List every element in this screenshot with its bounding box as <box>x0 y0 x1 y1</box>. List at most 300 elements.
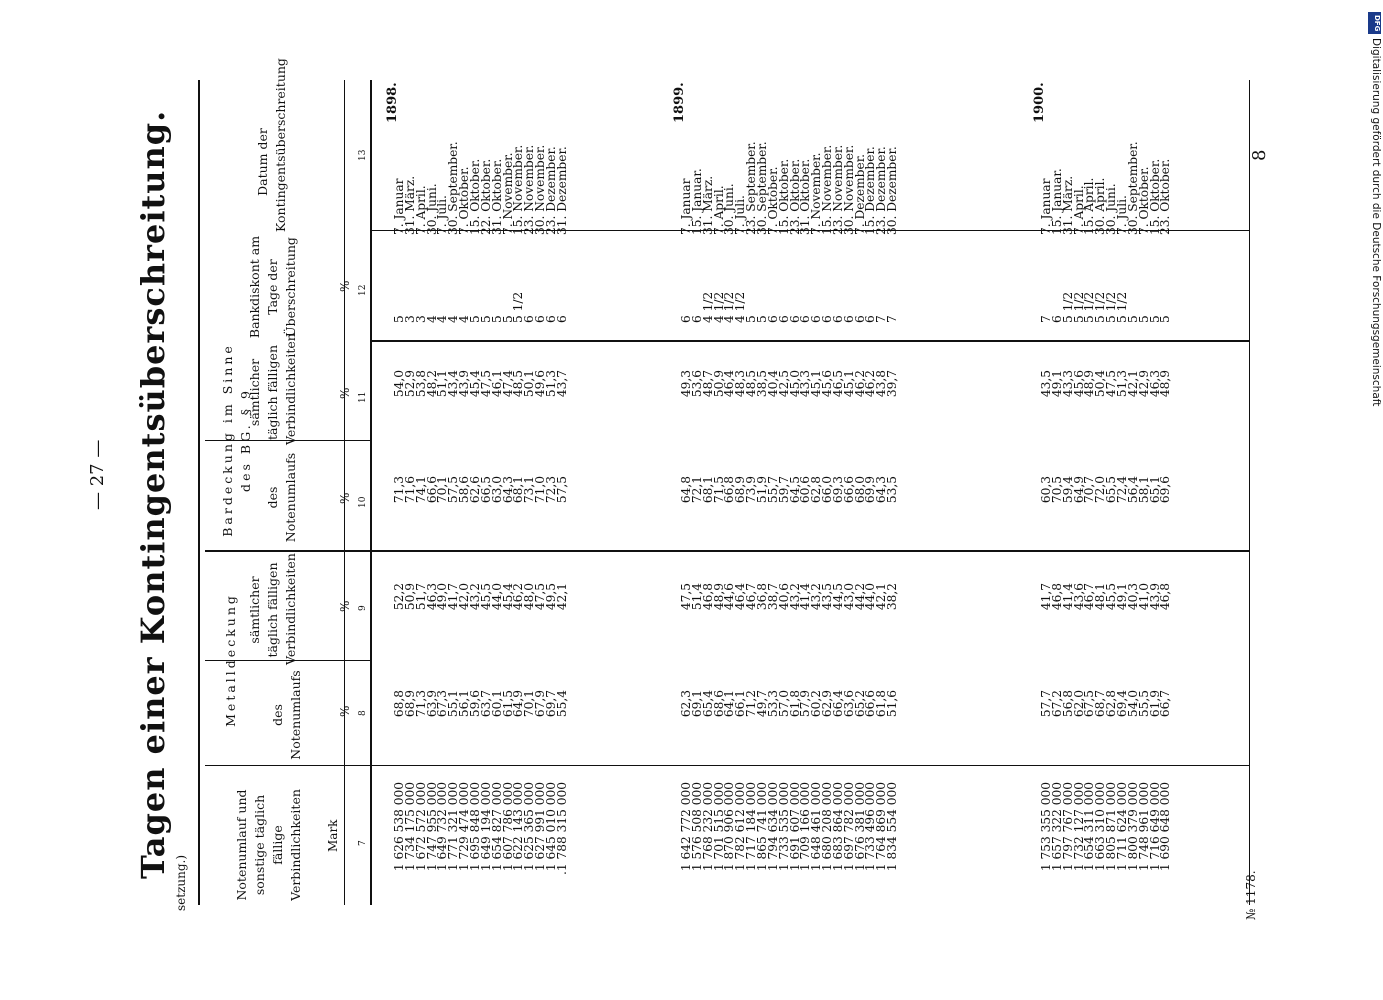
cell-metall-noten: 67,5 <box>1082 690 1097 718</box>
cell-notenumlauf: 1 663 310 000 <box>1093 782 1108 872</box>
side-note-text: Digitalisierung gefördert durch die Deutsche Forschungsgemeinschaft <box>1370 38 1382 407</box>
cell-notenumlauf: 1 870 906 000 <box>722 782 737 872</box>
cell-metall-noten: 68,7 <box>1093 690 1108 718</box>
cell-datum: 23. November. <box>830 144 845 235</box>
cell-metall-verb: 46,2 <box>511 583 526 611</box>
cell-metall-noten: 53,3 <box>765 690 780 718</box>
cell-bar-verb: 50,9 <box>711 370 726 398</box>
cell-diskont: 5 <box>392 315 406 323</box>
cell-bar-noten: 70,1 <box>435 476 450 504</box>
cell-diskont: 7 <box>874 315 889 323</box>
cell-diskont: 6 <box>533 315 548 323</box>
cell-metall-noten: 55,1 <box>446 690 461 718</box>
cell-metall-noten: 69,7 <box>543 690 558 718</box>
cell-diskont: 4 <box>424 315 439 323</box>
cell-bar-noten: 56,4 <box>1125 476 1140 504</box>
pct-c8: % <box>338 705 352 717</box>
cell-metall-verb: 42,1 <box>874 583 889 611</box>
cell-notenumlauf: 1 648 461 000 <box>809 782 824 872</box>
pct-c9: % <box>338 600 352 612</box>
cell-bar-noten: 59,7 <box>776 476 791 504</box>
cell-metall-noten: 49,7 <box>754 690 769 718</box>
cell-bar-noten: 57,5 <box>446 476 461 504</box>
cell-metall-noten: 54,0 <box>1125 690 1140 718</box>
cell-bar-noten: 66,5 <box>478 476 493 504</box>
cell-datum: 7. Oktober. <box>457 166 472 235</box>
cell-bar-verb: 46,2 <box>863 370 878 398</box>
cell-metall-verb: 43,0 <box>841 583 856 611</box>
cell-metall-verb: 41,7 <box>1039 583 1053 611</box>
cell-bar-verb: 43,5 <box>1039 370 1053 398</box>
cell-datum: 31. Dezember. <box>554 146 569 235</box>
cell-metall-verb: 45,5 <box>478 583 493 611</box>
cell-diskont: 3 <box>413 315 428 323</box>
cell-metall-verb: 38,2 <box>885 583 900 611</box>
cell-bar-verb: 50,1 <box>522 370 537 398</box>
cell-metall-verb: 41,4 <box>1060 583 1075 611</box>
cell-metall-verb: 46,8 <box>700 583 715 611</box>
cell-bar-verb: 47,5 <box>1104 370 1119 398</box>
hdr-col12: Bankdiskont am Tage der Überschreitung <box>247 235 298 339</box>
cell-diskont: 6 <box>1049 315 1064 323</box>
cell-bar-noten: 70,5 <box>1049 476 1064 504</box>
cell-bar-verb: 43,8 <box>874 370 889 398</box>
cell-metall-verb: 43,2 <box>467 583 482 611</box>
cell-notenumlauf: 1 768 232 000 <box>700 782 715 872</box>
cell-datum: 23. November. <box>522 144 537 235</box>
cell-bar-noten: 73,1 <box>522 476 537 504</box>
cell-bar-noten: 69,9 <box>863 476 878 504</box>
pct-c12: % <box>338 280 352 292</box>
cell-metall-verb: 46,7 <box>744 583 759 611</box>
cell-metall-verb: 48,0 <box>522 583 537 611</box>
cell-bar-verb: 53,6 <box>689 370 704 398</box>
colno-c13: 13 <box>358 149 368 161</box>
cell-diskont: 4 1/2 <box>733 291 748 323</box>
cell-bar-noten: 60,3 <box>1039 476 1053 504</box>
cell-metall-verb: 45,5 <box>1104 583 1119 611</box>
cell-bar-noten: 55,7 <box>765 476 780 504</box>
cell-bar-noten: 68,0 <box>852 476 867 504</box>
hdr-metall: Metalldeckung <box>223 593 238 727</box>
side-note <box>1366 8 1382 408</box>
cell-bar-verb: 52,9 <box>402 370 417 398</box>
col-sep-11-12 <box>372 340 1250 342</box>
year-0: 1898. <box>385 82 400 123</box>
cell-metall-noten: 55,5 <box>1136 690 1151 718</box>
cell-bar-noten: 72,1 <box>689 476 704 504</box>
cell-bar-noten: 63,0 <box>489 476 504 504</box>
cell-metall-noten: 65,2 <box>852 690 867 718</box>
cell-notenumlauf: 1 654 827 000 <box>489 782 504 872</box>
cell-metall-verb: 46,8 <box>1049 583 1064 611</box>
cell-metall-verb: 51,4 <box>689 583 704 611</box>
cell-metall-verb: 43,2 <box>787 583 802 611</box>
cell-diskont: 6 <box>830 315 845 323</box>
cell-diskont: 5 1/2 <box>1104 291 1119 323</box>
cell-notenumlauf: 1 645 010 000 <box>543 782 558 872</box>
cell-metall-verb: 40,6 <box>776 583 791 611</box>
cell-diskont: 6 <box>679 315 693 323</box>
cell-datum: 7. April. <box>711 185 726 235</box>
cell-bar-noten: 60,6 <box>798 476 813 504</box>
cell-bar-noten: 70,7 <box>1082 476 1097 504</box>
cell-diskont: 5 1/2 <box>1082 291 1097 323</box>
cell-metall-noten: 69,1 <box>689 690 704 718</box>
cell-notenumlauf: 1 695 848 000 <box>467 782 482 872</box>
cell-bar-verb: 43,9 <box>457 370 472 398</box>
cell-notenumlauf: 1 717 184 000 <box>744 782 759 872</box>
cell-metall-noten: 71,2 <box>744 690 759 718</box>
cell-notenumlauf: 1 747 955 000 <box>424 782 439 872</box>
cell-metall-noten: 57,7 <box>1039 690 1053 718</box>
cell-datum: 7. November. <box>809 152 824 235</box>
cell-metall-verb: 43,9 <box>1147 583 1162 611</box>
hdr-col7-unit: Mark <box>326 819 340 852</box>
cell-diskont: 6 <box>820 315 835 323</box>
cell-diskont: 7 <box>1039 315 1053 323</box>
cell-datum: 30. Dezember. <box>885 146 900 235</box>
cell-diskont: 4 <box>435 315 450 323</box>
cell-datum: 15. Januar. <box>1049 168 1064 235</box>
hdr-col9: sämtlicher täglich fälligen Verbindlichkeiten <box>247 553 298 665</box>
cell-diskont: 5 <box>500 315 515 323</box>
cell-bar-verb: 50,4 <box>1093 370 1108 398</box>
cell-bar-verb: 43,7 <box>554 370 569 398</box>
cell-diskont: 5 <box>1147 315 1162 323</box>
cell-notenumlauf: 1 865 741 000 <box>754 782 769 872</box>
cell-metall-noten: 61,5 <box>500 690 515 718</box>
cell-bar-verb: 48,9 <box>1158 370 1173 398</box>
cell-datum: 15. Dezember. <box>863 146 878 235</box>
cell-metall-verb: 48,1 <box>1093 583 1108 611</box>
cell-datum: 23. Oktober. <box>1158 158 1173 235</box>
cell-bar-noten: 59,4 <box>1060 476 1075 504</box>
cell-bar-noten: 74,1 <box>413 476 428 504</box>
cell-metall-noten: 68,9 <box>402 690 417 718</box>
cell-metall-noten: 71,3 <box>413 690 428 718</box>
cell-metall-verb: 43,6 <box>1071 583 1086 611</box>
col-sep-9-10 <box>205 550 372 552</box>
hdr-col10: des Notenumlaufs <box>265 452 298 543</box>
cell-notenumlauf: 1 753 355 000 <box>1039 782 1053 872</box>
table-right-rule <box>1249 80 1250 905</box>
colno-c7: 7 <box>358 840 368 846</box>
cell-bar-verb: 45,4 <box>467 370 482 398</box>
cell-metall-verb: 46,3 <box>424 583 439 611</box>
cell-datum: 31. März. <box>402 175 417 235</box>
cell-diskont: 5 1/2 <box>1093 291 1108 323</box>
cell-diskont: 5 1/2 <box>511 291 526 323</box>
cell-bar-noten: 66,0 <box>820 476 835 504</box>
page-number: — 27 — <box>87 439 108 510</box>
cell-metall-noten: 56,1 <box>457 690 472 718</box>
year-1: 1899. <box>672 82 687 123</box>
cell-metall-noten: 61,8 <box>787 690 802 718</box>
cell-notenumlauf: 1 764 869 000 <box>874 782 889 872</box>
cell-bar-verb: 40,4 <box>765 370 780 398</box>
cell-metall-noten: 66,7 <box>1158 690 1173 718</box>
table-left-rule <box>198 80 200 905</box>
cell-metall-noten: 67,9 <box>533 690 548 718</box>
cell-diskont: 6 <box>863 315 878 323</box>
cell-datum: 15. November. <box>511 144 526 235</box>
cell-datum: 30. Juni. <box>1104 183 1119 235</box>
cell-datum: 7. Oktober. <box>765 166 780 235</box>
hdr-col8: des Notenumlaufs <box>270 670 303 760</box>
cell-bar-verb: 45,0 <box>787 370 802 398</box>
cell-notenumlauf: 1 690 648 000 <box>1158 782 1173 872</box>
cell-metall-verb: 44,0 <box>489 583 504 611</box>
cell-notenumlauf: 1 711 624 000 <box>1114 782 1129 872</box>
cell-bar-verb: 48,3 <box>733 370 748 398</box>
cell-bar-noten: 72,0 <box>1093 476 1108 504</box>
cell-notenumlauf: 1 626 538 000 <box>392 782 406 872</box>
col-sep-7-left <box>205 765 1250 766</box>
year-2: 1900. <box>1032 82 1047 123</box>
cell-datum: 30. April. <box>1093 177 1108 235</box>
cell-bar-noten: 62,8 <box>809 476 824 504</box>
cell-metall-noten: 66,6 <box>863 690 878 718</box>
cell-bar-noten: 73,9 <box>744 476 759 504</box>
cell-diskont: 6 <box>809 315 824 323</box>
cell-bar-noten: 71,5 <box>711 476 726 504</box>
cell-bar-verb: 46,3 <box>1147 370 1162 398</box>
cell-diskont: 5 <box>1136 315 1151 323</box>
cell-datum: 7. Januar <box>1039 178 1053 235</box>
cell-notenumlauf: 1 733 535 000 <box>776 782 791 872</box>
cell-metall-noten: 60,1 <box>489 690 504 718</box>
cell-metall-verb: 38,7 <box>765 583 780 611</box>
cell-metall-verb: 47,5 <box>679 583 693 611</box>
cell-datum: 23. Dezember. <box>874 146 889 235</box>
cell-notenumlauf: 1 800 379 000 <box>1125 782 1140 872</box>
cell-diskont: 5 <box>467 315 482 323</box>
cell-notenumlauf: 1 627 991 000 <box>533 782 548 872</box>
cell-datum: 15. Oktober. <box>776 158 791 235</box>
cell-bar-noten: 72,3 <box>543 476 558 504</box>
cell-bar-verb: 48,9 <box>1082 370 1097 398</box>
cell-datum: 15. Oktober. <box>467 158 482 235</box>
cell-diskont: 7 <box>885 315 900 323</box>
cell-datum: 22. Oktober. <box>478 158 493 235</box>
cell-bar-verb: 51,1 <box>435 370 450 398</box>
cell-metall-noten: 61,8 <box>874 690 889 718</box>
cell-metall-verb: 45,4 <box>500 583 515 611</box>
cell-notenumlauf: 1 771 321 000 <box>446 782 461 872</box>
cell-notenumlauf: 1 642 772 000 <box>679 782 693 872</box>
cell-bar-noten: 57,5 <box>554 476 569 504</box>
dfg-logo: DFG <box>1368 12 1381 34</box>
cell-datum: 7. Januar <box>392 178 406 235</box>
cell-notenumlauf: 1 734 175 000 <box>402 782 417 872</box>
cell-metall-verb: 49,5 <box>543 583 558 611</box>
cell-metall-verb: 42,0 <box>457 583 472 611</box>
hdr-bar: Bardeckung im Sinne des BG. § 9 <box>220 343 253 537</box>
cell-metall-noten: 51,6 <box>885 690 900 718</box>
cell-bar-verb: 42,5 <box>776 370 791 398</box>
cell-notenumlauf: 1 576 508 000 <box>689 782 704 872</box>
cell-datum: 7. April. <box>413 185 428 235</box>
colno-c12: 12 <box>358 284 368 296</box>
hdr-col7: Notenumlauf und sonstige täglich fällige Verbindlichkeiten <box>234 789 303 901</box>
cell-metall-verb: 52,2 <box>392 583 406 611</box>
cell-metall-noten: 69,4 <box>1114 690 1129 718</box>
cell-bar-verb: 46,2 <box>852 370 867 398</box>
cell-bar-noten: 51,9 <box>754 476 769 504</box>
cell-datum: 7. Juli. <box>733 195 748 235</box>
cell-bar-verb: 49,6 <box>533 370 548 398</box>
cell-datum: 23. September. <box>744 141 759 235</box>
cell-notenumlauf: 1 709 166 000 <box>798 782 813 872</box>
cell-notenumlauf: 1 733 496 000 <box>863 782 878 872</box>
cell-metall-noten: 62,9 <box>820 690 835 718</box>
cell-notenumlauf: 1 607 786 000 <box>500 782 515 872</box>
header-sep-rule <box>370 80 372 905</box>
cell-bar-noten: 53,5 <box>885 476 900 504</box>
cell-metall-verb: 47,5 <box>533 583 548 611</box>
cell-bar-verb: 45,1 <box>809 370 824 398</box>
hdr-col11: sämtlicher täglich fälligen Verbindlichkeiten <box>247 333 298 445</box>
cell-metall-verb: 44,5 <box>830 583 845 611</box>
cell-metall-verb: 44,6 <box>722 583 737 611</box>
cell-notenumlauf: 1 657 322 000 <box>1049 782 1064 872</box>
cell-bar-noten: 66,6 <box>424 476 439 504</box>
cell-metall-noten: 55,4 <box>554 690 569 718</box>
cell-diskont: 4 <box>457 315 472 323</box>
cell-notenumlauf: 1 716 649 000 <box>1147 782 1162 872</box>
cell-diskont: 5 <box>489 315 504 323</box>
cell-bar-verb: 51,3 <box>1114 370 1129 398</box>
cell-bar-noten: 65,1 <box>1147 476 1162 504</box>
cell-datum: 31. Oktober. <box>798 158 813 235</box>
cell-notenumlauf: 1 697 782 000 <box>841 782 856 872</box>
pct-c11: % <box>338 387 352 399</box>
cell-datum: 30. September. <box>1125 141 1140 235</box>
cell-diskont: 6 <box>798 315 813 323</box>
cell-notenumlauf: 1 748 961 000 <box>1136 782 1151 872</box>
cell-diskont: 5 1/2 <box>1060 291 1075 323</box>
cell-datum: 31. Oktober. <box>489 158 504 235</box>
cell-diskont: 6 <box>554 315 569 323</box>
cell-diskont: 4 <box>446 315 461 323</box>
cell-bar-noten: 65,5 <box>1104 476 1119 504</box>
cell-datum: 23. Oktober. <box>787 158 802 235</box>
cell-metall-noten: 57,0 <box>776 690 791 718</box>
cell-bar-verb: 43,4 <box>446 370 461 398</box>
cell-notenumlauf: 1 797 767 000 <box>1060 782 1075 872</box>
cell-diskont: 4 1/2 <box>700 291 715 323</box>
cell-bar-noten: 64,9 <box>1071 476 1086 504</box>
cell-datum: 7. Oktober. <box>1136 166 1151 235</box>
cell-metall-verb: 51,7 <box>413 583 428 611</box>
cell-bar-noten: 64,3 <box>874 476 889 504</box>
cell-datum: 15. November. <box>820 144 835 235</box>
cell-diskont: 6 <box>841 315 856 323</box>
cell-notenumlauf: 1 680 208 000 <box>820 782 835 872</box>
cell-datum: 15. April. <box>1082 177 1097 235</box>
cell-metall-verb: 43,5 <box>820 583 835 611</box>
cell-metall-verb: 41,4 <box>798 583 813 611</box>
cell-metall-verb: 36,8 <box>754 583 769 611</box>
cell-datum: 30. Juni. <box>722 183 737 235</box>
cell-notenumlauf: 1 691 607 000 <box>787 782 802 872</box>
cell-bar-verb: 45,6 <box>820 370 835 398</box>
cell-metall-noten: 57,9 <box>798 690 813 718</box>
cell-notenumlauf: 1 782 612 000 <box>733 782 748 872</box>
cell-bar-noten: 71,6 <box>402 476 417 504</box>
cell-notenumlauf: 1 654 311 000 <box>1082 782 1097 872</box>
cell-metall-verb: 50,9 <box>402 583 417 611</box>
cell-notenumlauf: 1 732 127 000 <box>1071 782 1086 872</box>
cell-bar-verb: 43,3 <box>798 370 813 398</box>
cell-notenumlauf: 1 676 381 000 <box>852 782 867 872</box>
cell-bar-verb: 46,1 <box>489 370 504 398</box>
cell-metall-noten: 62,8 <box>1104 690 1119 718</box>
cell-bar-verb: 38,5 <box>754 370 769 398</box>
cell-notenumlauf: 1 729 474 000 <box>457 782 472 872</box>
cell-metall-verb: 44,0 <box>863 583 878 611</box>
cell-metall-noten: 56,8 <box>1060 690 1075 718</box>
cell-diskont: 5 1/2 <box>1114 291 1129 323</box>
cell-notenumlauf: 1 794 634 000 <box>765 782 780 872</box>
cell-metall-verb: 41,0 <box>1136 583 1151 611</box>
cell-bar-verb: 49,1 <box>1049 370 1064 398</box>
cell-metall-noten: 67,3 <box>435 690 450 718</box>
cell-notenumlauf: 1 805 871 000 <box>1104 782 1119 872</box>
cell-metall-noten: 64,1 <box>722 690 737 718</box>
cell-metall-noten: 65,4 <box>700 690 715 718</box>
cell-bar-noten: 72,4 <box>1114 476 1129 504</box>
cell-metall-noten: 66,1 <box>733 690 748 718</box>
cell-metall-noten: 67,2 <box>1049 690 1064 718</box>
cell-notenumlauf: 1 649 732 000 <box>435 782 450 872</box>
cell-bar-noten: 62,6 <box>467 476 482 504</box>
cell-diskont: 6 <box>689 315 704 323</box>
cell-bar-noten: 66,8 <box>722 476 737 504</box>
pct-c10: % <box>338 492 352 504</box>
cell-datum: 30. November. <box>841 144 856 235</box>
cell-diskont: 6 <box>765 315 780 323</box>
cell-datum: 7. Januar <box>679 178 693 235</box>
cell-bar-verb: 49,3 <box>679 370 693 398</box>
cell-metall-noten: 60,2 <box>809 690 824 718</box>
footer-left: № 1178. <box>1244 870 1258 920</box>
cell-bar-noten: 58,6 <box>457 476 472 504</box>
cell-bar-verb: 48,5 <box>511 370 526 398</box>
cell-metall-noten: 68,6 <box>711 690 726 718</box>
cell-diskont: 5 1/2 <box>1071 291 1086 323</box>
cell-bar-noten: 64,3 <box>500 476 515 504</box>
cell-bar-verb: 46,5 <box>830 370 845 398</box>
cell-diskont: 6 <box>776 315 791 323</box>
cell-datum: 30. September. <box>446 141 461 235</box>
cell-bar-noten: 71,0 <box>533 476 548 504</box>
cell-bar-verb: 48,7 <box>700 370 715 398</box>
cell-datum: 31. März. <box>1060 175 1075 235</box>
cell-diskont: 5 <box>754 315 769 323</box>
cell-bar-verb: 45,1 <box>841 370 856 398</box>
cell-diskont: 6 <box>852 315 867 323</box>
cell-diskont: 6 <box>787 315 802 323</box>
cell-diskont: 5 <box>1125 315 1140 323</box>
cell-bar-verb: 46,4 <box>722 370 737 398</box>
cell-diskont: 6 <box>543 315 558 323</box>
cell-bar-verb: 51,3 <box>543 370 558 398</box>
colno-c9: 9 <box>358 605 368 611</box>
cell-metall-verb: 46,4 <box>733 583 748 611</box>
cell-metall-verb: 46,7 <box>1082 583 1097 611</box>
